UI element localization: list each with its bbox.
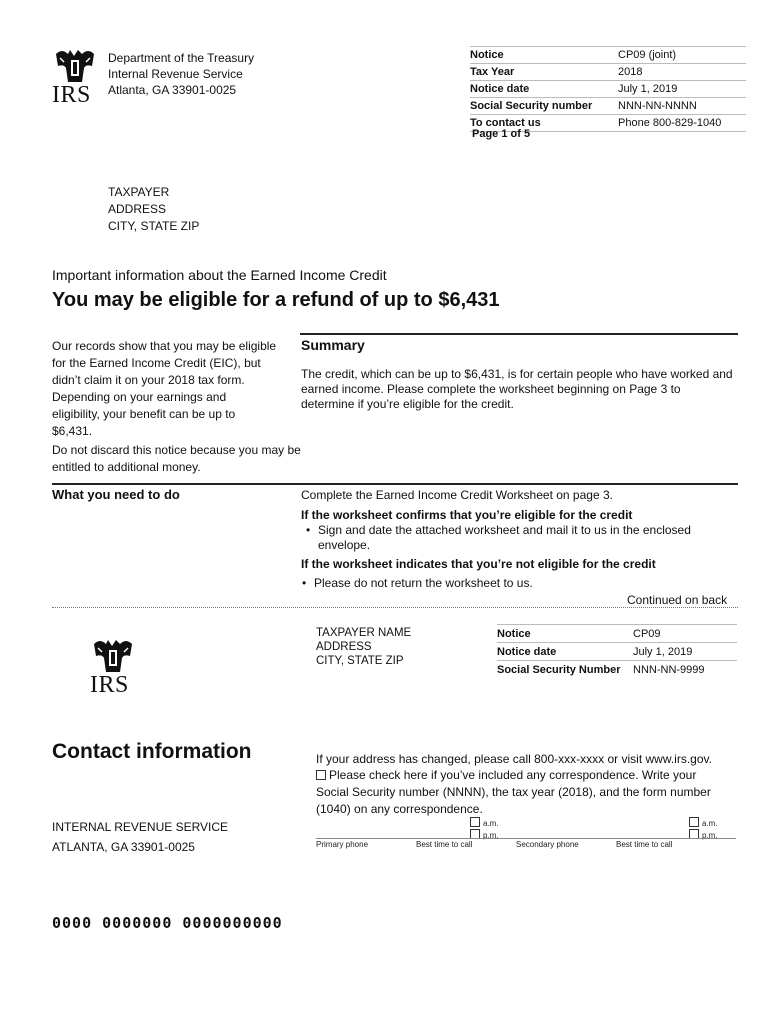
stub-taxpayer-line: ADDRESS: [316, 641, 372, 653]
info-key: To contact us: [470, 115, 618, 132]
info-value: NNN-NN-NNNN: [618, 98, 746, 115]
todo-subheading-eligible: If the worksheet confirms that you’re eligible for the credit: [301, 508, 633, 522]
correspondence-checkbox[interactable]: [316, 770, 326, 780]
info-row: [470, 98, 746, 115]
summary-rule: [300, 333, 738, 335]
discard-warning: Do not discard this notice because you may be entitled to additional money.: [52, 443, 301, 474]
info-key: Social Security number: [470, 98, 618, 115]
primary-phone-label: Primary phone: [316, 840, 369, 849]
irs-logo-text: IRS: [52, 82, 91, 108]
correspondence-checkbox-row[interactable]: [316, 767, 726, 818]
info-row: [470, 47, 746, 64]
tear-line: [52, 607, 738, 608]
summary-heading: Summary: [301, 337, 365, 353]
info-key: Notice: [497, 625, 633, 643]
info-row: [470, 81, 746, 98]
info-key: Social Security Number: [497, 661, 633, 679]
info-row: [497, 625, 737, 643]
am-label: a.m.: [702, 819, 718, 828]
todo-subheading-not-eligible: If the worksheet indicates that you’re not eligible for the credit: [301, 557, 656, 571]
info-value: CP09: [633, 625, 737, 643]
page-title: You may be eligible for a refund of up to $6,431: [52, 289, 500, 311]
info-value: July 1, 2019: [618, 81, 746, 98]
info-value: 2018: [618, 64, 746, 81]
primary-best-time-label: Best time to call: [416, 840, 473, 849]
recipient-address: [108, 184, 199, 235]
info-key: Notice date: [470, 81, 618, 98]
page-number: Page 1 of 5: [472, 128, 531, 140]
irs-mailing-address: [52, 817, 228, 857]
info-value: NNN-NN-9999: [633, 661, 737, 679]
agency-line: Department of the Treasury: [108, 51, 255, 65]
todo-bullet-not-eligible: • Please do not return the worksheet to us.: [314, 575, 533, 591]
irs-eagle-icon: [90, 636, 136, 676]
todo-heading: What you need to do: [52, 487, 180, 502]
irs-eagle-icon: [52, 46, 98, 86]
headline-kicker: Important information about the Earned Income Credit: [52, 267, 387, 283]
intro-paragraph: Our records show that you may be eligible for the Earned Income Credit (EIC), but didn’t claim it on your 2018 tax form. Depending on your earnings and eligibility, your benefit can be up to $6,431.: [52, 339, 277, 438]
todo-rule: [52, 483, 738, 485]
agency-address: [108, 50, 254, 98]
recipient-line: ADDRESS: [108, 202, 167, 216]
agency-line: Atlanta, GA 33901-0025: [108, 83, 237, 97]
summary-text: The credit, which can be up to $6,431, is for certain people who have worked and earned income. Please complete the worksheet beginning on Page 3 to determine if you’re eligible for the credit.: [301, 367, 733, 411]
irs-address-line: ATLANTA, GA 33901-0025: [52, 840, 195, 854]
todo-bullet-eligible: • Sign and date the attached worksheet and mail it to us in the enclosed envelope.: [318, 523, 728, 553]
info-row: [497, 661, 737, 679]
info-row: [497, 643, 737, 661]
primary-am-checkbox[interactable]: [470, 817, 480, 827]
todo-intro: Complete the Earned Income Credit Worksheet on page 3.: [301, 488, 613, 502]
secondary-best-time-label: Best time to call: [616, 840, 673, 849]
info-value: Phone 800-829-1040: [618, 115, 746, 132]
stub-taxpayer-line: CITY, STATE ZIP: [316, 655, 404, 667]
phone-line: [316, 838, 736, 839]
am-label: a.m.: [483, 819, 499, 828]
secondary-phone-label: Secondary phone: [516, 840, 579, 849]
address-change-text: If your address has changed, please call 800-xxx-xxxx or visit www.irs.gov.: [316, 752, 712, 766]
irs-logo: [52, 46, 102, 106]
stub-taxpayer-line: TAXPAYER NAME: [316, 627, 412, 639]
irs-logo-stub: [90, 636, 140, 696]
pm-label: p.m.: [702, 831, 718, 840]
agency-line: Internal Revenue Service: [108, 67, 243, 81]
info-key: Notice date: [497, 643, 633, 661]
info-value: CP09 (joint): [618, 47, 746, 64]
contact-heading: Contact information: [52, 740, 252, 763]
info-row: [470, 64, 746, 81]
recipient-line: TAXPAYER: [108, 185, 170, 199]
info-key: Tax Year: [470, 64, 618, 81]
pm-label: p.m.: [483, 831, 499, 840]
info-key: Notice: [470, 47, 618, 64]
continued-on-back: Continued on back: [627, 593, 728, 607]
irs-address-line: INTERNAL REVENUE SERVICE: [52, 820, 229, 834]
correspondence-text: Please check here if you’ve included any correspondence. Write your Social Security number (NNNN), the tax year (2018), and the form number (1040) on any correspondence.: [316, 768, 711, 816]
irs-logo-text: IRS: [90, 672, 129, 698]
stub-info-table: [497, 624, 737, 678]
stub-taxpayer-address: [316, 626, 411, 668]
secondary-am-checkbox[interactable]: [689, 817, 699, 827]
notice-info-table: [470, 46, 746, 132]
scan-line-barcode: 0000 0000000 0000000000: [52, 914, 283, 932]
info-value: July 1, 2019: [633, 643, 737, 661]
recipient-line: CITY, STATE ZIP: [108, 219, 200, 233]
